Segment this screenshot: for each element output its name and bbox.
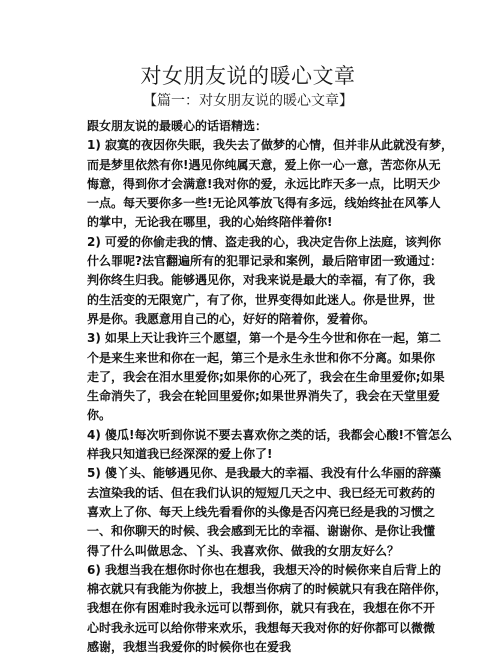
body-line: 的掌中，无论我在哪里，我的心始终陪伴着你! [87, 215, 333, 230]
body-line: 样我只知道我已经深深的爱上你了! [87, 447, 273, 462]
body-line: 6) 我想当我在想你时你也在想我，我想天冷的时候你来自后背上的 [87, 562, 442, 577]
document-subtitle: 【篇一：对女朋友说的暖心文章】 [143, 93, 353, 109]
body-line: 跟女朋友说的最暖心的话语精选： [87, 119, 268, 133]
body-line: 1) 寂寞的夜因你失眠，我失去了做梦的心情，但并非从此就没有梦， [87, 138, 454, 153]
body-line: 你。 [87, 408, 112, 423]
body-line: 5) 傻丫头、能够遇见你、是我最大的幸福、我没有什么华丽的辞藻 [87, 466, 442, 481]
body-line: 4) 傻瓜!每次听到你说不要去喜欢你之类的话，我都会心酸!不管怎么 [87, 427, 452, 442]
body-line: 而是梦里依然有你!遇见你纯属天意，爱上你一心一意，苦恋你从无 [87, 157, 441, 172]
body-line: 判你终生归我。能够遇见你，对我来说是最大的幸福，有了你，我 [87, 273, 436, 288]
body-line: 棉衣就只有我能为你披上，我想当你病了的时候就只有我在陪伴你， [87, 582, 448, 597]
body-line: 得了什么叫做思念、丫头、我喜欢你、做我的女朋友好么？ [87, 543, 400, 558]
body-line: 喜欢上了你、每天上线先看看你的头像是否闪亮已经是我的习惯之 [87, 504, 436, 519]
body-line: 去渲染我的话、但在我们认识的短短几天之中、我已经无可救药的 [87, 485, 436, 500]
body-line: 心时我永远可以给你带来欢乐，我想每天我对你的好你都可以微微 [87, 620, 436, 635]
body-line: 走了，我会在泪水里爱你;如果你的心死了，我会在生命里爱你;如果 [87, 369, 445, 384]
article-body [87, 117, 454, 657]
body-line: 3) 如果上天让我许三个愿望，第一个是今生今世和你在一起，第二 [87, 331, 442, 346]
body-line: 一、和你聊天的时候、我会感到无比的幸福、谢谢你、是你让我懂 [87, 524, 436, 539]
body-line: 2) 可爱的你偷走我的情、盗走我的心，我决定告你上法庭，该判你 [87, 234, 442, 249]
body-line: 生命消失了，我会在轮回里爱你;如果世界消失了，我会在天堂里爱 [87, 389, 440, 404]
body-line: 的生活变的无限宽广，有了你，世界变得如此迷人。你是世界，世 [87, 292, 436, 307]
body-line: 个是来生来世和你在一起，第三个是永生永世和你不分离。如果你 [87, 350, 436, 365]
body-line: 一点。每天要你多一些!无论风筝放飞得有多远，线始终扯在风筝人 [87, 196, 441, 211]
body-line: 悔意，得到你才会满意!我对你的爱，永远比昨天多一点，比明天少 [87, 176, 441, 191]
document-title: 对女朋友说的暖心文章 [140, 64, 356, 88]
body-line: 我想在你有困难时我永远可以帮到你，就只有我在，我想在你不开 [87, 601, 436, 616]
body-line: 什么罪呢?法官翻遍所有的犯罪记录和案例，最后陪审团一致通过： [87, 254, 442, 269]
body-line: 感谢，我想当我爱你的时候你也在爱我 [87, 640, 292, 655]
body-line: 界是你。我愿意用自己的心，好好的陪着你，爱着你。 [87, 311, 376, 326]
